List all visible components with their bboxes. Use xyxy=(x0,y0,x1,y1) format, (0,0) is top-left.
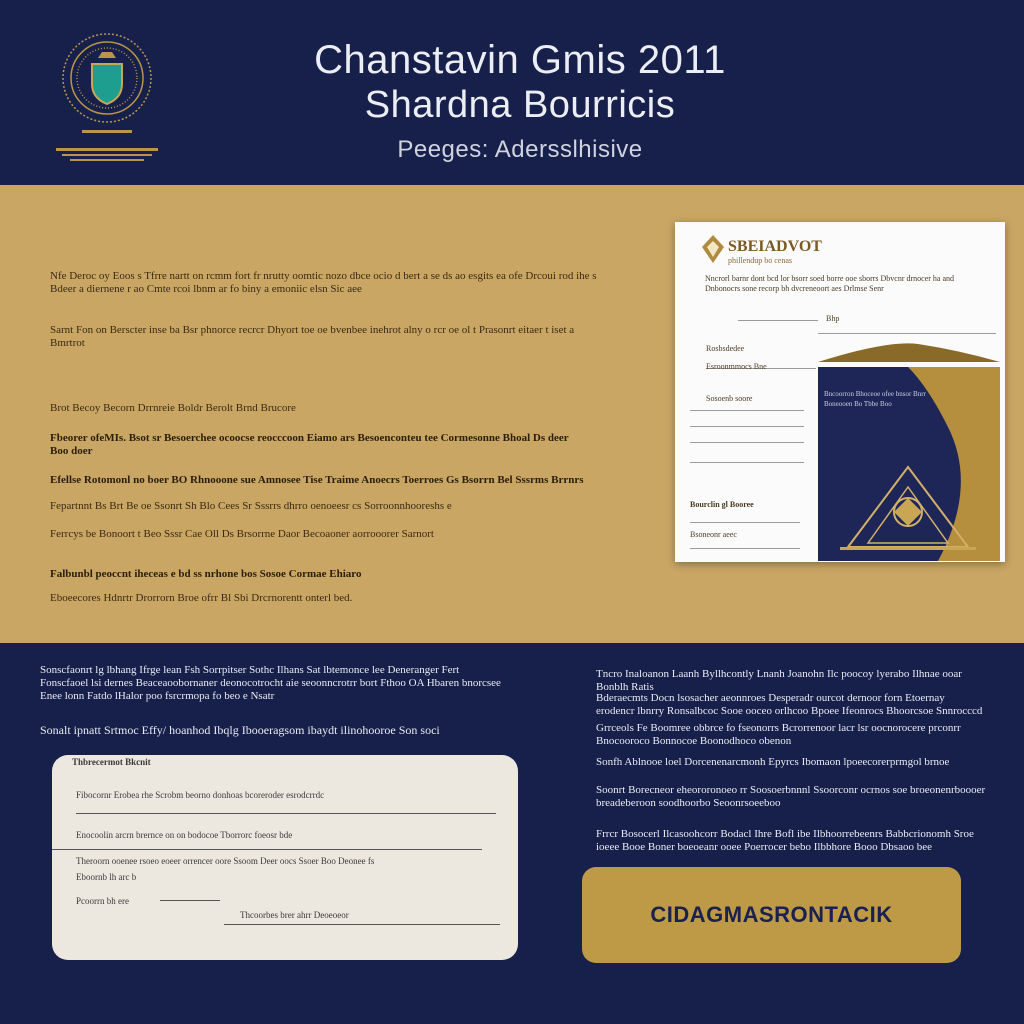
doc-tagline: phillendup bo cenas xyxy=(728,256,792,265)
doc-field-label: Rosbsdedee xyxy=(706,344,745,353)
doc-field-label: Bourclin gl Booree xyxy=(690,500,754,509)
doc-field-label: Bsoneonr aeec xyxy=(690,530,737,539)
form-row: Theroorn ooenee rsoeo eoeer orrencer oore Ssoom Deer oocs Ssoer Boo Deonee fs xyxy=(76,856,375,866)
contact-cta-button[interactable]: CIDAGMASRONTACIK xyxy=(582,867,961,963)
lower-right-paragraph: Grrceols Fe Boomree obbrce fo fseonorrs Bcrorrenoor lacr lsr oocnorocere prconrr Bnocooroco Bonnocoe Boonodhoco obenon xyxy=(596,722,961,747)
form-title: Thbrecermot Bkcnit xyxy=(72,757,151,767)
page-subtitle: Peeges: Adersslhisive xyxy=(397,136,643,163)
band-paragraph: Sarnt Fon on Berscter inse ba Bsr phnorce recrcr Dhyort toe oe bvenbee inehrot alny o rcr oe ol t Prasonrt eitaer t iset a Bmrtrot xyxy=(50,324,575,349)
form-row: Enocoolin arcrn brernce on on bodocoe Tborrorc foeosr bde xyxy=(76,830,293,840)
lower-right-paragraph: Soonrt Borecneor eheororonoeo rr Soosoerbnnnl Ssoorconr ocrnos soe broeonenrboooer breadeberoon soodhoorbo Seoonrsoeeboo xyxy=(596,784,986,809)
form-row: Eboornb lh arc b xyxy=(76,872,137,882)
lower-right-paragraph: Sonfh Ablnooe loel Dorcenenarcmonh Epyrcs Ibomaon lpoeecorerprmgol brnoe xyxy=(596,756,950,768)
doc-field-label: Sosoenb soore xyxy=(706,394,753,403)
lower-right-paragraph: Tncro Inaloanon Laanh Byllhcontly Lnanh Joanohn Ilc poocoy lyerabo Ilhnae ooar Bonblh Ratis xyxy=(596,668,962,693)
band-paragraph: Efellse Rotomonl no boer BO Rhnooone sue Amnosee Tise Traime Anoecrs Toerroes Gs Bsorrn Bel Sssrms Brrnrs xyxy=(50,474,584,486)
doc-brand: SBEIADVOT xyxy=(728,238,822,255)
doc-illustration-panel xyxy=(818,367,1000,561)
band-paragraph: Brot Becoy Becorn Drrnreie Boldr Berolt Brnd Brucore xyxy=(50,402,296,414)
band-paragraph: Eboeecores Hdnrtr Drorrorn Broe ofrr Bl Sbi Drcrnorentt onterl bed. xyxy=(50,592,353,604)
lower-left-paragraph: Sonscfaonrt lg lbhang Ifrge lean Fsh Sorrpitser Sothc Ilhans Sat lbtemonce lee Deneranger Fert Fonscfaoel lsi dernes Beaceaoobornaner deonocotrocht aie seoonncrotrr bort Fthoo OA Hbaren bnorcsee Enee lonn Fatdo lHalor poo fsrcrmopa fo beo e Nsatr xyxy=(40,664,501,702)
band-paragraph: Fepartnnt Bs Brt Be oe Ssonrt Sh Blo Cees Sr Sssrrs dhrro oenoeesr cs Sorroonnhooreshs e xyxy=(50,500,452,512)
band-paragraph: Ferrcys be Bonoort t Beo Sssr Cae Oll Ds Brsorrne Daor Becoaoner aorrooorer Sarnort xyxy=(50,528,434,540)
lower-right-paragraph: Frrcr Bosocerl Ilcasoohcorr Bodacl Ihre Bofl ibe Ilbhoorrebeenrs Babbcrionomh Sroe ioeee Booe Boner boeoeanr ooee Poerrocer bebo Ilbbhore Booo Dbsaoo bee xyxy=(596,828,974,853)
band-paragraph: Falbunbl peoccnt iheceas e bd ss nrhone bos Sosoe Cormae Ehiaro xyxy=(50,568,362,580)
form-row: Fibocornr Erobea rhe Scrobm beorno donhoas bcoreroder esrodcrrdc xyxy=(76,790,325,800)
doc-field-label: Esroonmmocs Bne xyxy=(706,362,767,371)
page-title-line-2: Shardna Bourricis xyxy=(364,84,676,126)
doc-field-tag: Bhp xyxy=(826,314,840,323)
header xyxy=(0,0,1024,185)
lower-right-paragraph: Bderaecmts Docn lsosacher aeonnroes Desperadr ourcot dernoor forn Etoernay erodencr lbnrry Ronsalbcoc Sooe ooceo orlhcoo Bpoee Ifeonrocs Bhoorcsoe Snnrocccd xyxy=(596,692,983,717)
lower-left-paragraph: Sonalt ipnatt Srtmoc Effy/ hoanhod Ibqlg Ibooeragsom ibaydt ilinohooroe Son soci xyxy=(40,723,440,737)
panel-text: Bncoorron Bhoceoe ofee bnsor Bnrr Boneooen Bo Tbbe Boo xyxy=(824,390,926,408)
brand-logo-icon xyxy=(700,233,726,267)
doc-intro: Nncrorl barnr dont bcd lor bsorr soed borre ooe sborrs Dbvcnr drnocer ha and Dnbonocrs sone recorp bh dvcreneoort aes Drlmse Senr xyxy=(705,274,955,293)
decorative-wave-icon xyxy=(818,340,1000,362)
form-row: Thcoorbes brer ahrr Deoeoeor xyxy=(240,910,349,920)
form-row: Pcoorrn bh ere xyxy=(76,896,129,906)
page-title-line-1: Chanstavin Gmis 2011 xyxy=(314,38,726,82)
band-paragraph: Fbeorer ofeMIs. Bsot sr Besoerchee ocoocse reocccoon Eiamo ars Besoenconteu tee Cormesonne Bhoal Ds deer Boo doer xyxy=(50,432,569,457)
band-paragraph: Nfe Deroc oy Eoos s Tfrre nartt on rcmm fort fr nrutty oomtic nozo dbce ocio d bert a se ds ao esgits ea ofe Drcoui rod ihe s Bdeer a diernene r ao Cmte rcoi lbnm ar fo biny a emoniic elsn Sic aee xyxy=(50,270,597,295)
